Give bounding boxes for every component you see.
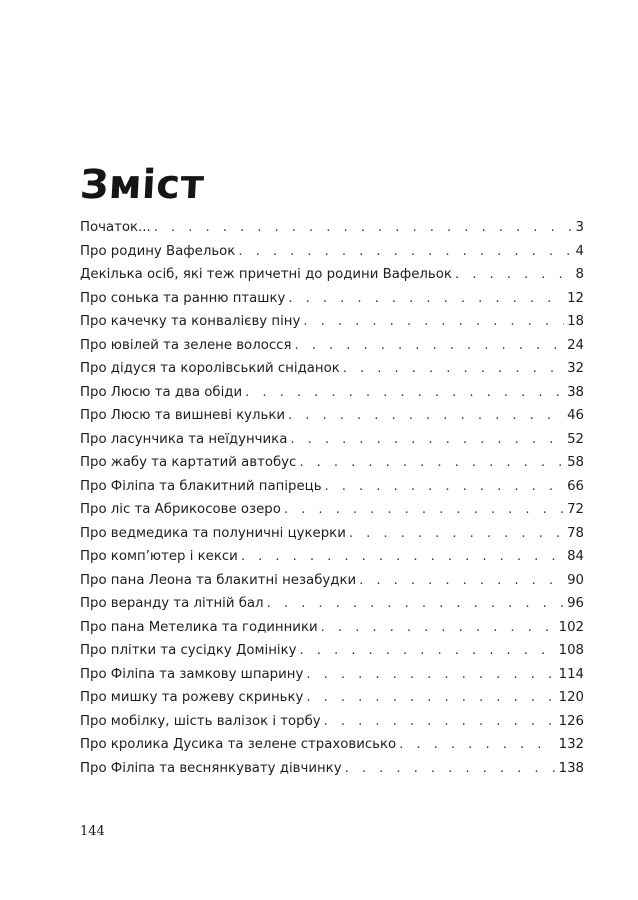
toc-entry [80,357,584,381]
toc-dot-leader [306,663,555,687]
toc-entry-page: 78 [567,525,584,541]
toc-dot-leader [288,287,564,311]
toc-entry [80,686,584,710]
toc-entry-page: 84 [567,549,584,564]
toc-entry-page: 102 [558,619,584,635]
table-of-contents [80,216,584,780]
toc-dot-leader [238,240,571,264]
toc-entry-page: 32 [567,361,584,376]
toc-entry [80,216,584,240]
toc-entry-title: Про плітки та сусідку Домініку [80,643,297,658]
toc-entry-page: 108 [558,643,584,658]
toc-entry-title: Про качечку та конвалієву піну [80,314,301,329]
toc-entry-title: Про Філіпа та блакитний папірець [80,478,322,494]
page-title: Зміст [78,161,206,208]
toc-dot-leader [359,569,564,593]
toc-dot-leader [241,545,564,569]
toc-entry [80,263,584,287]
toc-entry-page: 58 [567,455,584,470]
toc-entry [80,592,584,616]
toc-entry-page: 138 [558,760,584,776]
toc-entry-page: 72 [567,502,584,517]
toc-entry-title: Про мобілку, шість валізок і торбу [80,713,321,729]
toc-entry [80,428,584,452]
toc-entry [80,451,584,475]
toc-entry-page: 96 [567,596,584,611]
toc-entry [80,569,584,593]
toc-entry [80,498,584,522]
toc-entry [80,616,584,640]
toc-dot-leader [245,381,564,405]
toc-dot-leader [303,310,564,334]
toc-entry-title: Про Філіпа та замкову шпарину [80,666,304,682]
toc-entry-page: 114 [558,666,584,682]
toc-entry-page: 12 [567,290,584,306]
toc-entry-page: 8 [575,267,584,282]
toc-entry [80,404,584,428]
toc-entry-page: 126 [558,713,584,729]
toc-entry [80,663,584,687]
toc-dot-leader [455,263,571,287]
toc-entry [80,522,584,546]
toc-entry-title: Про пана Метелика та годинники [80,619,318,635]
toc-dot-leader [399,733,555,757]
toc-entry-title: Про кролика Дусика та зелене страховисько [80,737,397,752]
toc-entry-title: Початок... [80,220,151,235]
toc-dot-leader [290,428,564,452]
toc-dot-leader [294,334,564,358]
toc-entry-title: Про ліс та Абрикосове озеро [80,502,281,517]
toc-entry-title: Про пана Леона та блакитні незабудки [80,572,357,588]
toc-dot-leader [299,451,564,475]
toc-dot-leader [343,357,564,381]
toc-entry-title: Про Люсю та два обіди [80,384,243,400]
toc-entry-page: 52 [567,431,584,447]
toc-entry [80,733,584,757]
toc-dot-leader [324,710,556,734]
toc-dot-leader [306,686,555,710]
toc-dot-leader [284,498,564,522]
toc-dot-leader [325,475,565,499]
toc-dot-leader [288,404,564,428]
toc-entry-title: Про ласунчика та неїдунчика [80,431,288,447]
toc-entry-page: 18 [567,314,584,329]
toc-entry-title: Про дідуся та королівський сніданок [80,361,340,376]
toc-entry [80,757,584,781]
toc-dot-leader [321,616,556,640]
toc-entry-title: Про сонька та ранню пташку [80,290,286,306]
toc-entry [80,381,584,405]
toc-entry-page: 66 [567,478,584,494]
toc-entry-title: Про Люсю та вишневі кульки [80,408,286,423]
toc-entry [80,639,584,663]
toc-dot-leader [300,639,556,663]
toc-entry-title: Про Філіпа та веснянкувату дівчинку [80,760,342,776]
toc-entry-title: Про родину Вафельок [80,243,236,259]
toc-entry [80,287,584,311]
toc-dot-leader [349,522,564,546]
toc-entry-page: 90 [567,572,584,588]
toc-entry-title: Про ювілей та зелене волосся [80,337,292,353]
toc-dot-leader [345,757,556,781]
toc-entry-page: 4 [575,243,584,259]
toc-entry-page: 132 [558,737,584,752]
toc-entry-page: 38 [567,384,584,400]
toc-entry-page: 24 [567,337,584,353]
toc-entry [80,310,584,334]
toc-dot-leader [267,592,565,616]
toc-entry [80,334,584,358]
toc-entry-title: Декілька осіб, які теж причетні до родини Вафельок [80,267,452,282]
toc-entry [80,240,584,264]
toc-entry-page: 46 [567,408,584,423]
toc-entry-title: Про жабу та картатий автобус [80,455,297,470]
toc-entry [80,545,584,569]
toc-entry [80,475,584,499]
toc-entry-title: Про комп’ютер і кекси [80,549,238,564]
toc-dot-leader [154,216,571,240]
toc-entry [80,710,584,734]
toc-entry-page: 3 [575,220,584,235]
toc-entry-title: Про мишку та рожеву скриньку [80,690,304,705]
toc-entry-title: Про веранду та літній бал [80,596,264,611]
toc-entry-title: Про ведмедика та полуничні цукерки [80,525,346,541]
toc-entry-page: 120 [558,690,584,705]
page-number: 144 [80,824,105,839]
